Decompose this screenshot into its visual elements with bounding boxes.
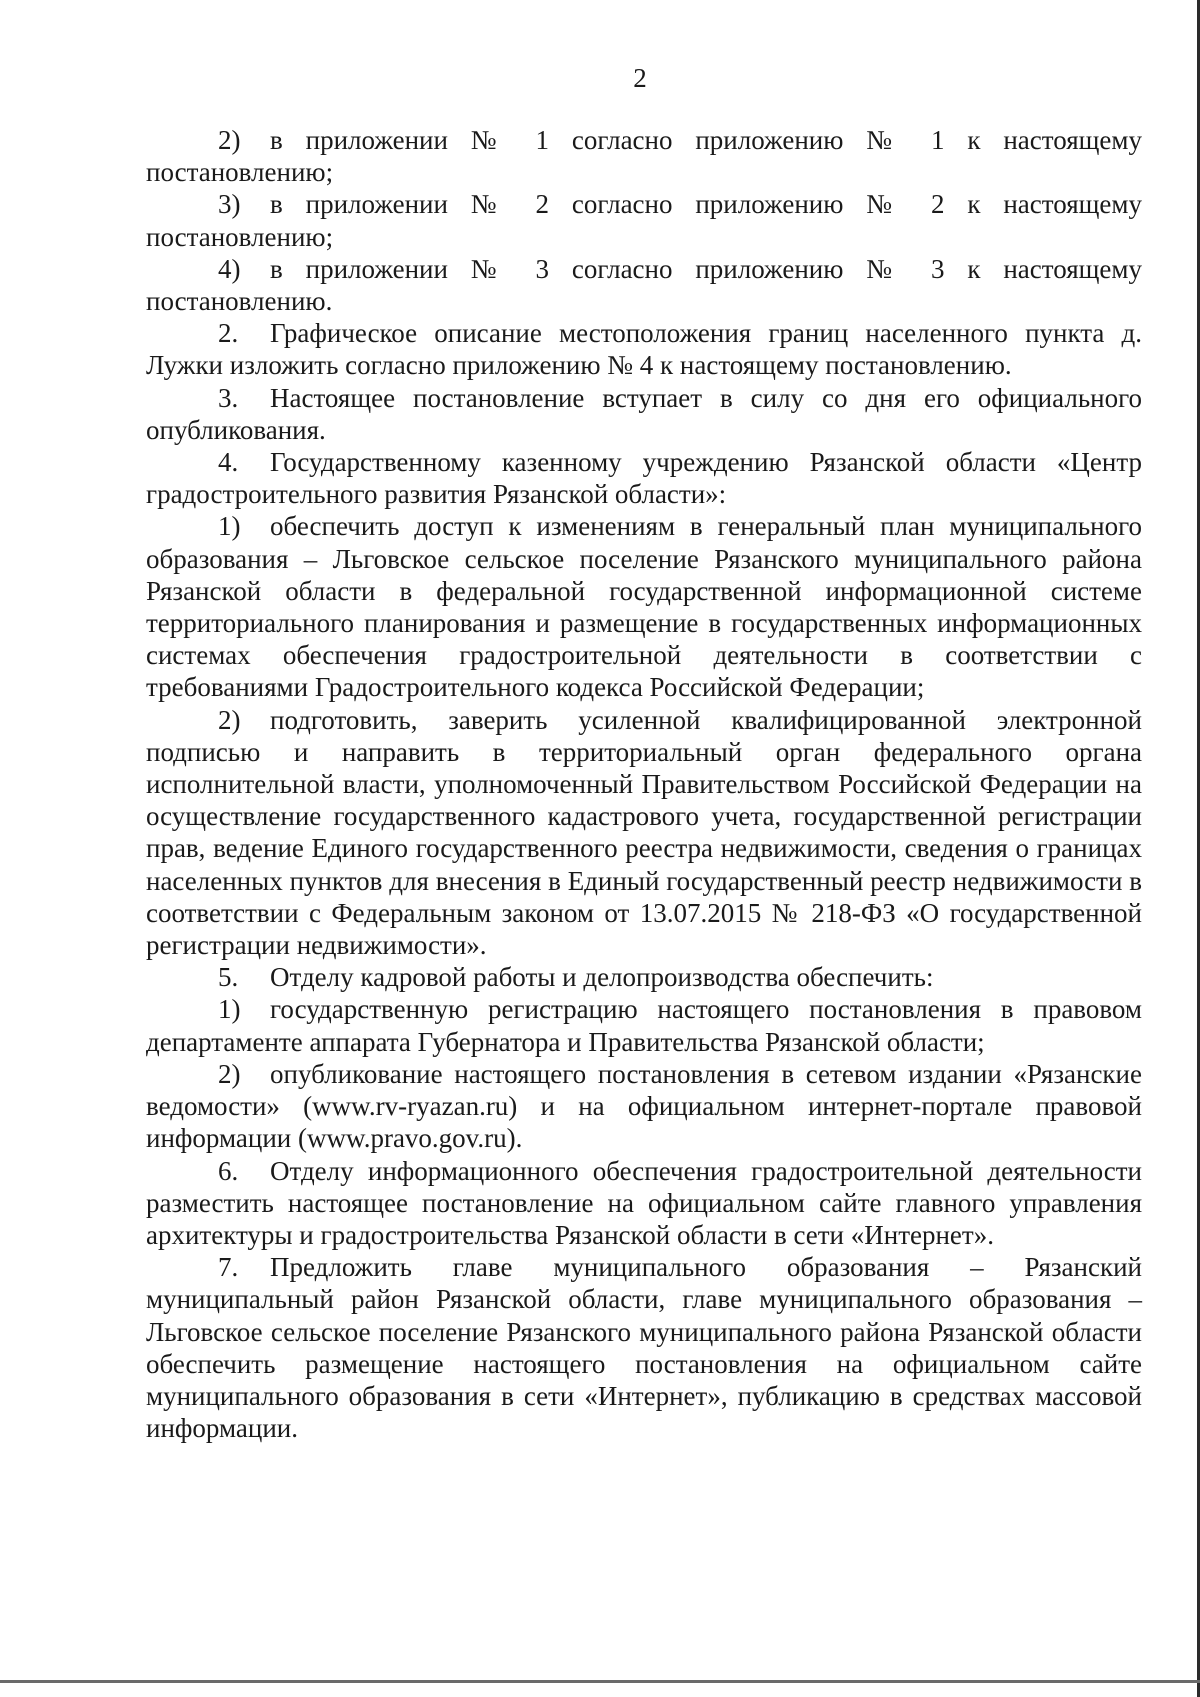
paragraph-item-2-appendix-1: [146, 124, 1142, 188]
paragraph-section-6: [146, 1155, 1142, 1252]
paragraph-number: 3): [218, 189, 241, 220]
paragraph-section-5-item-2: [146, 1058, 1142, 1155]
paragraph-text: Предложить главе муниципального образования – Рязанский муниципальный район Рязанской области, главе муниципального образования – Льговское сельское поселение Рязанского муниципального района Рязанской области обеспечить размещение настоящего постановления на официальном сайте муниципального образования в сети «Интернет», публикацию в средствах массовой информации.: [146, 1252, 1142, 1444]
paragraph-section-7: [146, 1251, 1142, 1444]
paragraph-number: 2.: [218, 318, 239, 349]
paragraph-number: 4.: [218, 447, 239, 478]
paragraph-text: в приложении № 1 согласно приложению № 1 к настоящему постановлению;: [146, 125, 1142, 188]
paragraph-number: 2): [218, 1058, 241, 1089]
paragraph-number: 6.: [218, 1155, 239, 1186]
paragraph-number: 3.: [218, 382, 239, 413]
paragraph-section-5: [146, 961, 1142, 993]
paragraph-section-4-item-1: [146, 510, 1142, 703]
paragraph-section-4: [146, 446, 1142, 510]
paragraph-text: в приложении № 3 согласно приложению № 3 к настоящему постановлению.: [146, 253, 1142, 317]
paragraph-number: 7.: [218, 1252, 239, 1283]
paragraph-section-4-item-2: [146, 704, 1142, 962]
paragraph-number: 2): [218, 125, 241, 155]
paragraph-text: подготовить, заверить усиленной квалифицированной электронной подписью и направить в территориальный орган федерального органа исполнительной власти, уполномоченный Правительством Российской Федерации на осуществление государственного кадастрового учета, государственной регистрации прав, ведение Единого государственного реестра недвижимости, сведения о границах населенных пунктов для внесения в Единый государственный реестр недвижимости в соответствии с Федеральным законом от 13.07.2015 № 218-ФЗ «О государственной регистрации недвижимости».: [146, 704, 1142, 961]
paragraph-text: Настоящее постановление вступает в силу со дня его официального опубликования.: [146, 382, 1142, 445]
paragraph-text: Отделу кадровой работы и делопроизводства обеспечить:: [270, 962, 934, 993]
paragraph-section-3: [146, 382, 1142, 446]
paragraph-item-4-appendix-3: [146, 253, 1142, 317]
paragraph-number: 5.: [218, 962, 239, 993]
page-number: 2: [633, 63, 647, 93]
paragraph-number: 4): [218, 253, 241, 284]
document-body: [146, 124, 1142, 1444]
paragraph-text: Графическое описание местоположения границ населенного пункта д. Лужки изложить согласно приложению № 4 к настоящему постановлению.: [146, 318, 1142, 381]
paragraph-text: Государственному казенному учреждению Рязанской области «Центр градостроительного развития Рязанской области»:: [146, 447, 1142, 510]
paragraph-number: 2): [218, 704, 241, 735]
paragraph-item-3-appendix-2: [146, 188, 1142, 252]
paragraph-text: государственную регистрацию настоящего постановления в правовом департаменте аппарата Губернатора и Правительства Рязанской области;: [146, 994, 1142, 1057]
paragraph-number: 1): [218, 994, 241, 1025]
scan-bottom-line: [0, 1680, 1200, 1683]
paragraph-text: обеспечить доступ к изменениям в генеральный план муниципального образования – Льговское сельское поселение Рязанского муниципального района Рязанской области в федеральной государственной информационной системе территориального планирования и размещение в государственных информационных системах обеспечения градостроительной деятельности в соответствии с требованиями Градостроительного кодекса Российской Федерации;: [146, 511, 1142, 703]
paragraph-section-2: [146, 317, 1142, 381]
paragraph-number: 1): [218, 511, 241, 542]
paragraph-text: в приложении № 2 согласно приложению № 2 к настоящему постановлению;: [146, 189, 1142, 252]
paragraph-text: опубликование настоящего постановления в сетевом издании «Рязанские ведомости» (www.rv-ryazan.ru) и на официальном интернет-портале правовой информации (www.pravo.gov.ru).: [146, 1058, 1142, 1154]
paragraph-section-5-item-1: [146, 993, 1142, 1057]
paragraph-text: Отделу информационного обеспечения градостроительной деятельности разместить настоящее постановление на официальном сайте главного управления архитектуры и градостроительства Рязанской области в сети «Интернет».: [146, 1155, 1142, 1250]
